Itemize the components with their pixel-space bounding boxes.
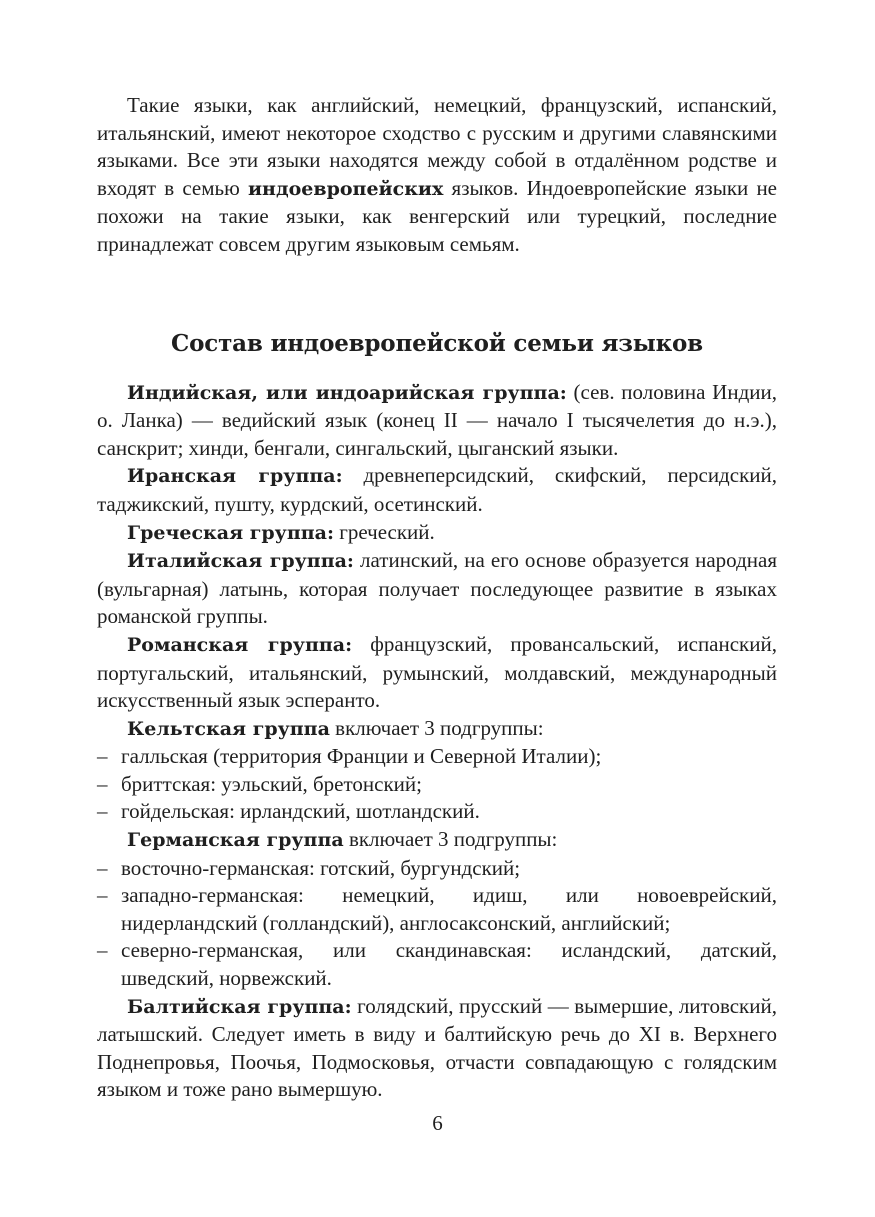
subgroup-text: гойдельская: ирландский, шотландский. — [121, 799, 480, 824]
intro-text-after: языков. Индоевропейские языки не похожи на такие языки, как венгерский или турецкий, последние принадлежат совсем другим языковым семьям. — [97, 175, 777, 256]
celtic-subgroup — [97, 771, 777, 799]
group-romance — [97, 631, 777, 715]
group-text: включает 3 подгруппы: — [343, 827, 558, 852]
group-germanic — [97, 826, 777, 855]
group-name: Кельтская группа — [127, 717, 330, 740]
germanic-subgroup — [97, 855, 777, 883]
intro-bold-term: индоевропейских — [247, 177, 444, 200]
dash-marker: – — [97, 883, 108, 908]
intro-text-before: Такие языки, как английский, немецкий, французский, испанский, итальянский, имеют некоторое сходство с русским и другими славянскими языками. Все эти языки находятся между собой в отдалённом родстве и входят в семью — [97, 93, 777, 200]
subgroup-text: галльская (территория Франции и Северной Италии); — [121, 744, 602, 769]
page-number: 6 — [432, 1111, 443, 1135]
subgroup-text: северно-германская, или скандинавская: исландский, датский, шведский, норвежский. — [121, 938, 777, 991]
subgroup-text: восточно-германская: готский, бургундский; — [121, 855, 521, 880]
section-heading: Состав индоевропейской семьи языков — [171, 329, 703, 357]
group-text: (сев. половина Индии, о. Ланка) — ведийский язык (конец II — начало I тысячелетия до н.э.), санскрит; хинди, бенгали, сингальский, цыганский языки. — [97, 379, 777, 460]
group-text: латинский, на его основе образуется народная (вульгарная) латынь, которая получает последующее развитие в языках романской группы. — [97, 548, 777, 629]
subgroup-text: бриттская: уэльский, бретонский; — [121, 771, 422, 796]
group-text: голядский, прусский — вымершие, литовский, латышский. Следует иметь в виду и балтийскую речь до XI в. Верхнего Поднепровья, Поочья, Подмосковья, отчасти совпадающую с голядским языком и тоже рано вымершую. — [97, 993, 777, 1102]
group-text: включает 3 подгруппы: — [329, 715, 544, 740]
group-name: Греческая группа: — [127, 521, 334, 544]
group-name: Романская группа: — [127, 633, 353, 656]
group-name: Италийская группа: — [127, 550, 354, 573]
dash-marker: – — [97, 855, 108, 880]
germanic-subgroup — [97, 882, 777, 937]
germanic-subgroup — [97, 937, 777, 992]
group-name: Германская группа — [127, 829, 344, 852]
group-indian — [97, 379, 777, 463]
dash-marker: – — [97, 938, 108, 963]
group-italic — [97, 547, 777, 631]
page-body — [97, 92, 777, 1104]
group-iranian — [97, 462, 777, 518]
group-name: Иранская группа: — [127, 465, 343, 488]
group-baltic — [97, 993, 777, 1104]
group-name: Индийская, или индоарийская группа: — [127, 381, 567, 404]
subgroup-text: западно-германская: немецкий, идиш, или новоеврейский, нидерландский (голландский), англосаксонский, английский; — [121, 883, 777, 935]
group-celtic — [97, 715, 777, 744]
group-text: греческий. — [333, 519, 435, 544]
dash-marker: – — [97, 771, 108, 796]
group-name: Балтийская группа: — [127, 995, 352, 1018]
group-text: древнеперсидский, скифский, персидский, таджикский, пушту, курдский, осетинский. — [97, 463, 777, 516]
dash-marker: – — [97, 744, 108, 769]
dash-marker: – — [97, 799, 108, 824]
group-greek — [97, 519, 777, 548]
intro-paragraph — [97, 92, 777, 259]
celtic-subgroup — [97, 743, 777, 771]
celtic-subgroup — [97, 798, 777, 826]
group-text: французский, провансальский, испанский, португальский, итальянский, румынский, молдавский, международный искусственный язык эсперанто. — [97, 631, 777, 713]
